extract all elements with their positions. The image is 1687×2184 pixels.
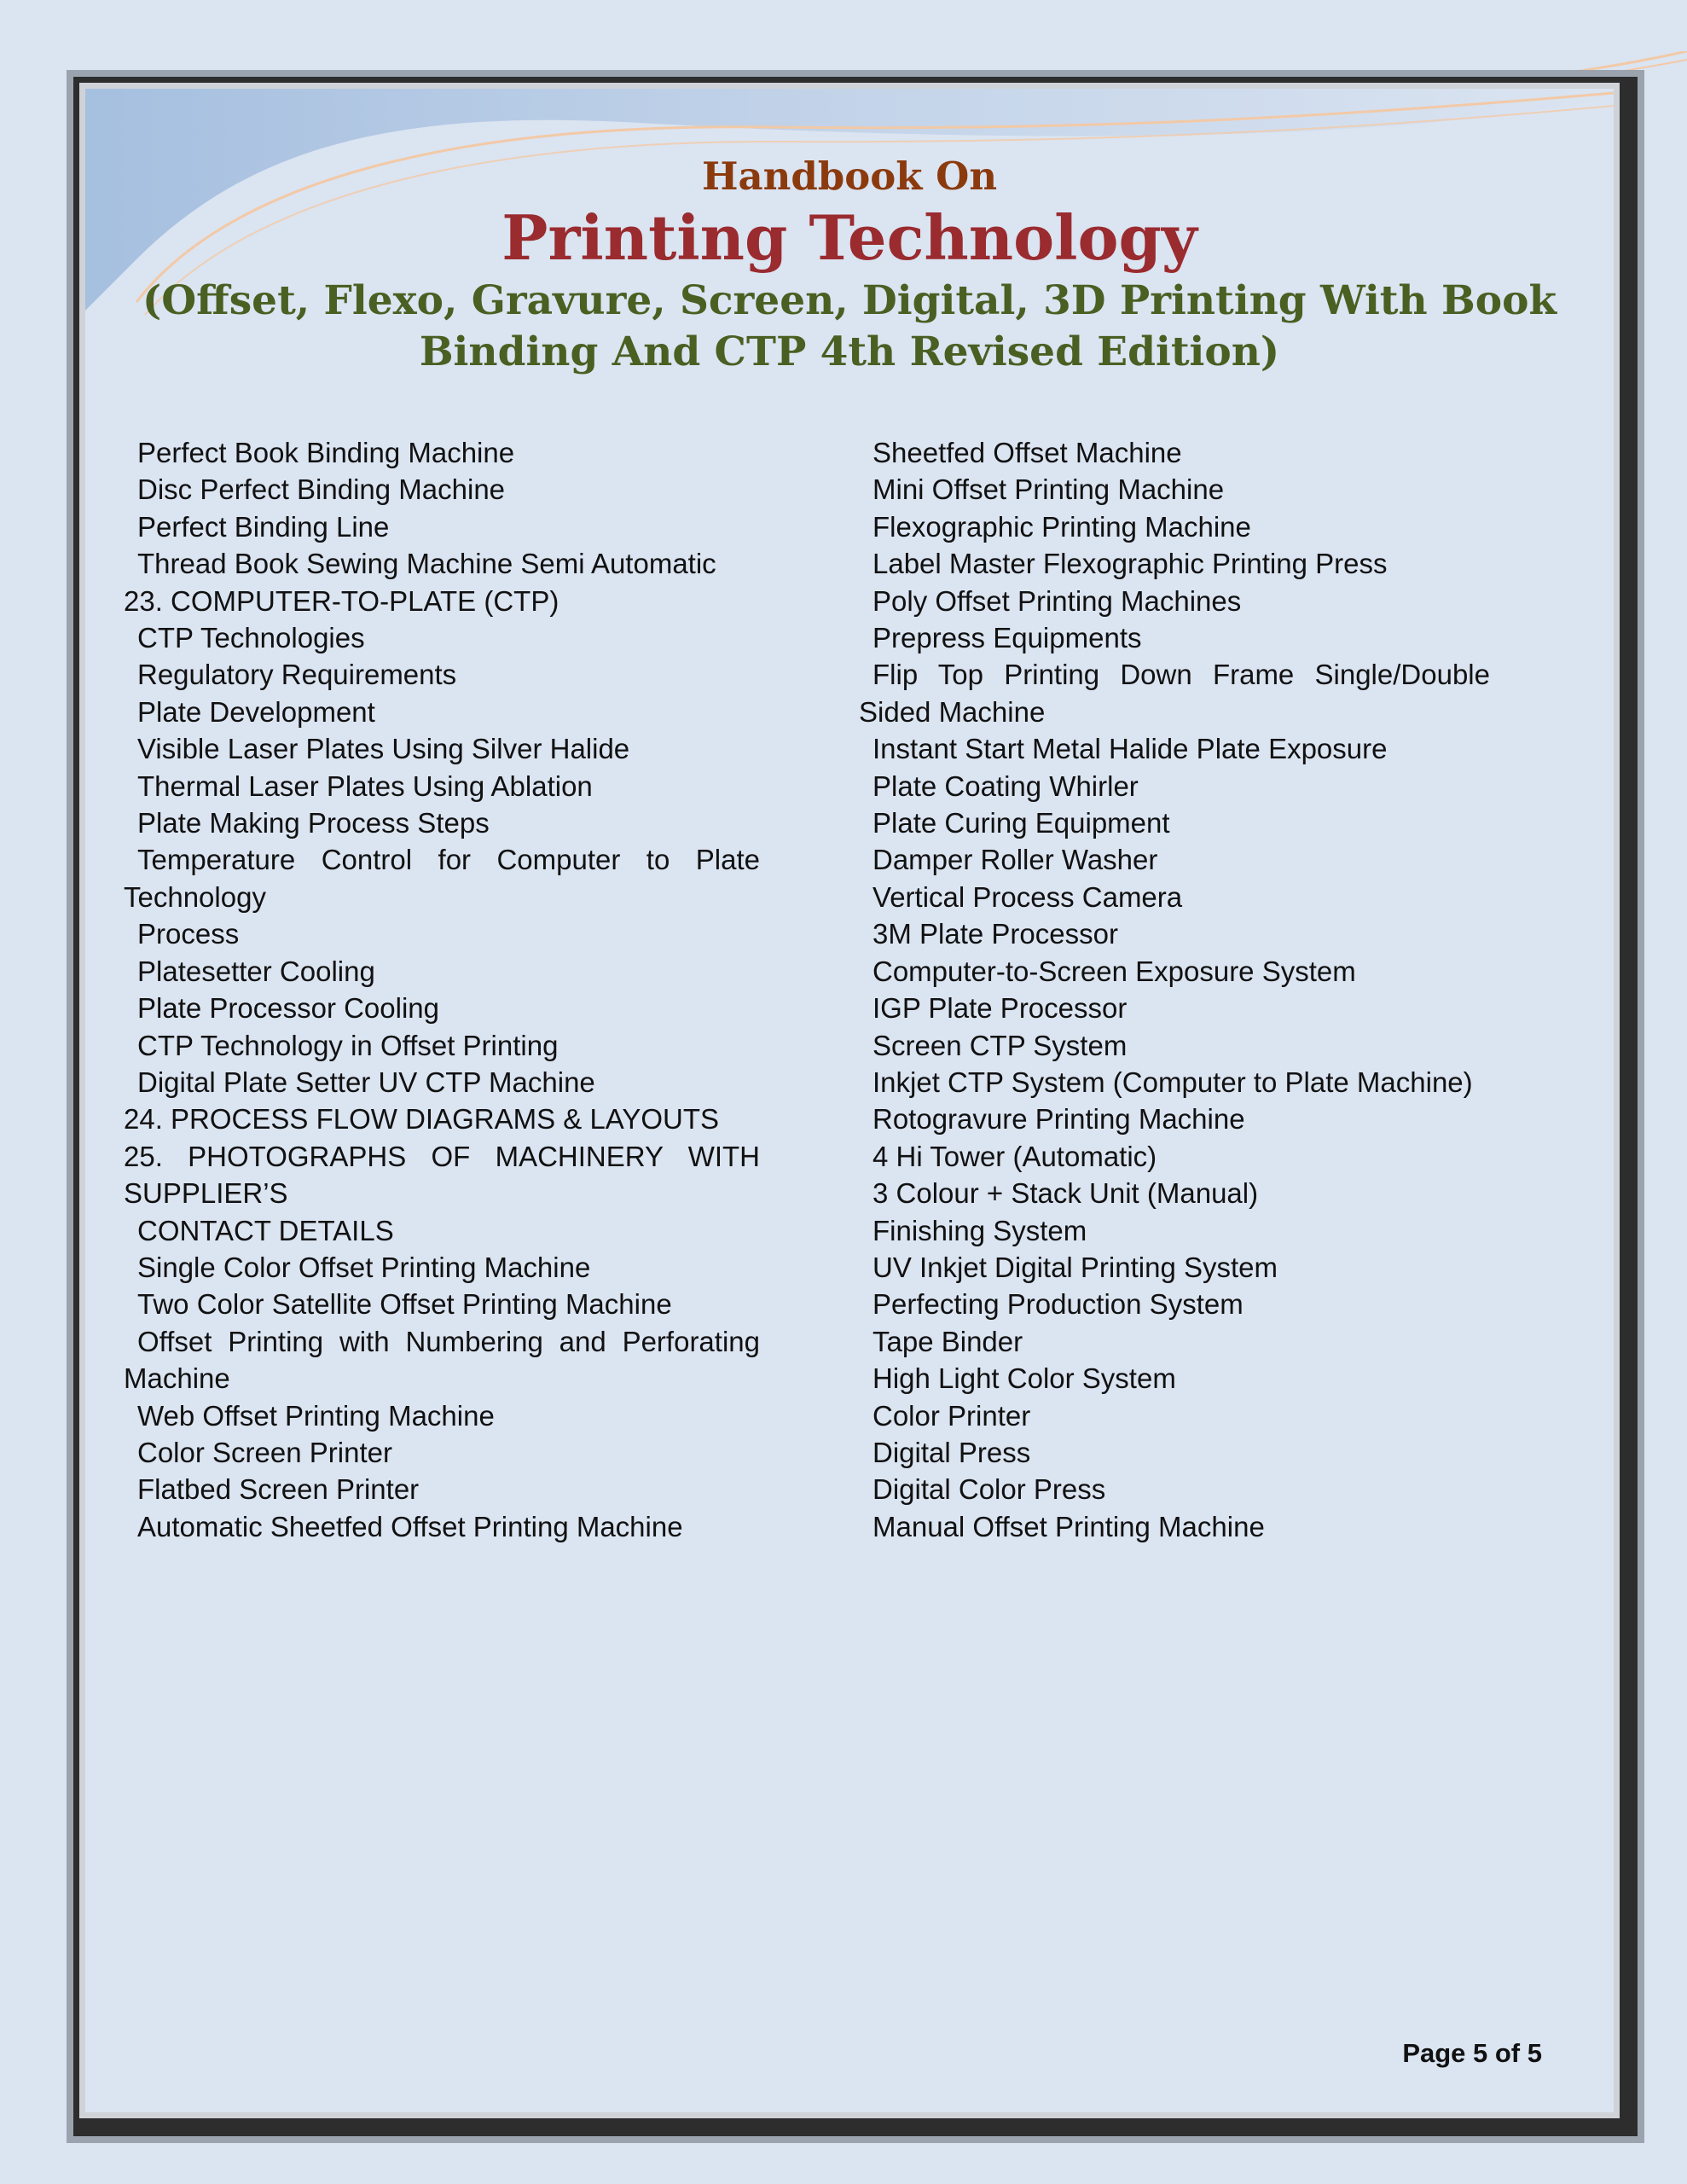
list-item: Prepress Equipments [872, 622, 1142, 654]
list-item: 23. COMPUTER-TO-PLATE (CTP) [124, 584, 559, 617]
list-item: Offset Printing with Numbering and Perforating Machine [124, 1325, 760, 1395]
list-item: Plate Development [137, 695, 375, 728]
list-item: Manual Offset Printing Machine [872, 1510, 1265, 1542]
list-item: Tape Binder [872, 1325, 1023, 1357]
list-item: IGP Plate Processor [872, 992, 1128, 1025]
list-item: Perfecting Production System [872, 1288, 1244, 1321]
list-item: Plate Coating Whirler [872, 770, 1139, 802]
list-item: Perfect Book Binding Machine [137, 437, 515, 468]
list-item: Digital Color Press [872, 1473, 1106, 1506]
page-title: Printing Technology [501, 201, 1197, 274]
list-item: High Light Color System [872, 1362, 1176, 1395]
list-item: Perfect Binding Line [137, 510, 390, 543]
list-item: Platesetter Cooling [137, 955, 375, 987]
list-item: Automatic Sheetfed Offset Printing Machine [137, 1510, 683, 1542]
left-column [124, 434, 760, 1545]
list-item: Screen CTP System [872, 1029, 1128, 1061]
list-item: Thermal Laser Plates Using Ablation [137, 770, 593, 802]
list-item: Temperature Control for Computer to Plate Technology [124, 844, 760, 913]
list-item: Poly Offset Printing Machines [872, 584, 1242, 617]
right-column [859, 434, 1490, 1545]
list-item: 24. PROCESS FLOW DIAGRAMS & LAYOUTS [124, 1103, 720, 1136]
list-item: Digital Press [872, 1436, 1031, 1468]
page-frame [67, 70, 1644, 2143]
list-item: Finishing System [872, 1214, 1087, 1246]
list-item: Process [137, 918, 240, 950]
list-item: Single Color Offset Printing Machine [137, 1251, 591, 1283]
list-item: CTP Technology in Offset Printing [137, 1029, 559, 1061]
list-item: Color Screen Printer [137, 1436, 392, 1468]
list-item: Plate Curing Equipment [872, 807, 1170, 839]
list-item: Plate Processor Cooling [137, 992, 440, 1025]
list-item: Two Color Satellite Offset Printing Machine [137, 1288, 672, 1321]
list-item: Vertical Process Camera [872, 880, 1183, 913]
list-item: 4 Hi Tower (Automatic) [872, 1140, 1157, 1172]
list-item: Damper Roller Washer [872, 844, 1158, 876]
list-item: Sheetfed Offset Machine [872, 437, 1182, 468]
list-item: Color Printer [872, 1399, 1031, 1432]
list-item: Flip Top Printing Down Frame Single/Double Sided Machine [859, 659, 1490, 728]
list-item: Thread Book Sewing Machine Semi Automatic [137, 548, 716, 580]
list-item: Disc Perfect Binding Machine [137, 473, 506, 506]
handbook-label: Handbook On [701, 154, 998, 199]
list-item: Flatbed Screen Printer [137, 1473, 420, 1506]
list-item: Plate Making Process Steps [137, 807, 490, 839]
list-item: CTP Technologies [137, 622, 365, 654]
list-item: Computer-to-Screen Exposure System [872, 955, 1356, 987]
title-block [85, 153, 1614, 378]
page [79, 83, 1620, 2118]
list-item: Flexographic Printing Machine [872, 510, 1251, 543]
list-item: UV Inkjet Digital Printing System [872, 1251, 1278, 1283]
list-item: Visible Laser Plates Using Silver Halide [137, 733, 630, 765]
list-item: Digital Plate Setter UV CTP Machine [137, 1066, 595, 1098]
list-item: CONTACT DETAILS [137, 1214, 394, 1246]
list-item: Regulatory Requirements [137, 659, 457, 691]
list-item: Rotogravure Printing Machine [872, 1103, 1245, 1136]
page-number: Page 5 of 5 [1402, 2038, 1542, 2068]
list-item: Label Master Flexographic Printing Press [872, 548, 1388, 580]
list-item: Inkjet CTP System (Computer to Plate Machine) [872, 1066, 1473, 1098]
list-item: 3M Plate Processor [872, 918, 1118, 950]
subtitle-line-2: Binding And CTP 4th Revised Edition) [419, 328, 1280, 375]
subtitle-line-1: (Offset, Flexo, Gravure, Screen, Digital, 3D Printing With Book [142, 277, 1557, 324]
list-item: Instant Start Metal Halide Plate Exposure [872, 733, 1388, 765]
list-item: Web Offset Printing Machine [137, 1399, 495, 1432]
list-item: 25. PHOTOGRAPHS OF MACHINERY WITH SUPPLIER’S [124, 1140, 760, 1210]
list-item: Mini Offset Printing Machine [872, 473, 1225, 506]
list-item: 3 Colour + Stack Unit (Manual) [872, 1177, 1259, 1210]
